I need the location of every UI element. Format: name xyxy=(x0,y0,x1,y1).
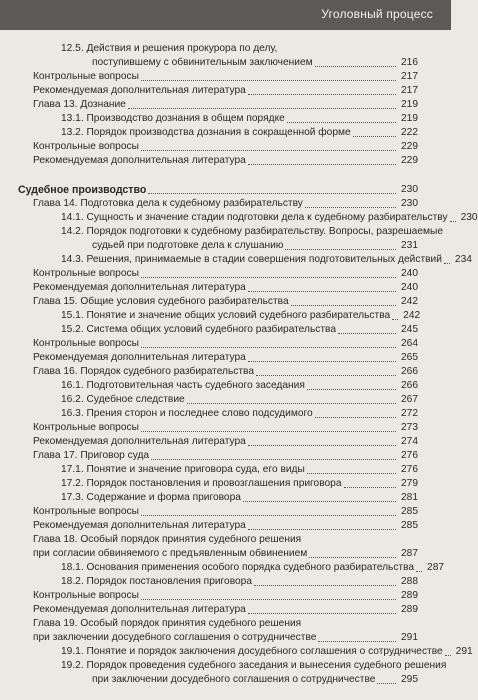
toc-entry-line: Глава 18. Особый порядок принятия судебного решения xyxy=(33,534,302,545)
toc-entry-label: Глава 14. Подготовка дела к судебному разбирательству xyxy=(33,198,303,209)
toc-entry-label: 14.1. Сущность и значение стадии подготовки дела к судебному разбирательству xyxy=(61,212,448,223)
leader-dots xyxy=(141,599,396,600)
toc-entry-line: 12.5. Действия и решения прокурора по делу, xyxy=(61,43,278,54)
toc-entry-label: Контрольные вопросы xyxy=(33,268,139,279)
toc-entry-label: Рекомендуемая дополнительная литература xyxy=(33,352,246,363)
page-number: 231 xyxy=(401,240,418,251)
page-number: 219 xyxy=(401,113,418,124)
leader-dots xyxy=(353,136,396,137)
toc-entry-label: 15.1. Понятие и значение общих условий судебного разбирательства xyxy=(61,310,391,321)
toc-entry xyxy=(33,547,418,561)
page-number: 222 xyxy=(401,127,418,138)
toc-entry-label: 17.3. Содержание и форма приговора xyxy=(61,492,241,503)
leader-dots xyxy=(248,291,396,292)
leader-dots xyxy=(248,164,396,165)
page-number: 266 xyxy=(401,366,418,377)
leader-dots xyxy=(377,683,396,684)
leader-dots xyxy=(309,557,396,558)
toc-entry-label: судьей при подготовке дела к слушанию xyxy=(92,240,284,251)
running-header xyxy=(0,0,451,30)
page-number: 229 xyxy=(401,141,418,152)
page-number: 267 xyxy=(401,394,418,405)
page-number: 285 xyxy=(401,520,418,531)
leader-dots xyxy=(248,529,396,530)
page-number: 242 xyxy=(401,296,418,307)
toc-entry-label: при заключении досудебного соглашения о сотрудничестве xyxy=(33,632,317,643)
page-number: 230 xyxy=(460,212,478,223)
toc-entry xyxy=(33,603,418,617)
section-title: Судебное производство xyxy=(18,184,147,196)
page-number: 230 xyxy=(401,198,418,209)
toc-entry xyxy=(33,98,418,112)
leader-dots xyxy=(254,585,396,586)
page-number: 274 xyxy=(401,436,418,447)
page-number: 276 xyxy=(401,464,418,475)
toc-entry xyxy=(33,519,418,533)
toc-entry xyxy=(33,154,418,168)
toc-entry-label: Рекомендуемая дополнительная литература xyxy=(33,282,246,293)
toc-entry xyxy=(61,561,445,575)
page-number: 291 xyxy=(455,646,473,657)
leader-dots xyxy=(141,515,396,516)
toc-entry-label: Контрольные вопросы xyxy=(33,422,139,433)
toc-entry-label: Рекомендуемая дополнительная литература xyxy=(33,520,246,531)
page-number: 281 xyxy=(401,492,418,503)
page-number: 266 xyxy=(401,380,418,391)
toc-entry-label: 17.2. Порядок постановления и провозглашения приговора xyxy=(61,478,342,489)
toc-entry-label: 18.1. Основания применения особого порядка судебного разбирательства xyxy=(61,562,415,573)
leader-dots xyxy=(248,445,396,446)
page-number: 217 xyxy=(401,85,418,96)
toc-entry xyxy=(61,323,418,337)
toc-entry xyxy=(92,673,418,687)
page-number: 285 xyxy=(401,506,418,517)
leader-dots xyxy=(315,66,396,67)
toc-entry xyxy=(33,449,418,463)
leader-dots xyxy=(318,641,396,642)
toc-entry-label: поступившему с обвинительным заключением xyxy=(92,57,313,68)
leader-dots xyxy=(287,122,396,123)
toc-entry-label: при согласии обвиняемого с предъявленным обвинением xyxy=(33,548,308,559)
toc-entry-label: Контрольные вопросы xyxy=(33,506,139,517)
toc-entry-label: Рекомендуемая дополнительная литература xyxy=(33,436,246,447)
leader-dots xyxy=(141,347,396,348)
toc-entry xyxy=(33,84,418,98)
toc-entry-label: 14.3. Решения, принимаемые в стадии совершения подготовительных действий xyxy=(61,254,442,265)
page-number: 216 xyxy=(401,57,418,68)
leader-dots xyxy=(392,319,398,320)
toc-entry-label: Контрольные вопросы xyxy=(33,338,139,349)
page-number: 291 xyxy=(401,632,418,643)
toc-entry xyxy=(33,505,418,519)
leader-dots xyxy=(307,473,396,474)
page-number: 273 xyxy=(401,422,418,433)
toc-entry xyxy=(61,393,418,407)
leader-dots xyxy=(248,361,396,362)
toc-entry-label: Глава 17. Приговор суда xyxy=(33,450,150,461)
leader-dots xyxy=(315,417,396,418)
page-number: 219 xyxy=(401,99,418,110)
toc-entry xyxy=(33,589,418,603)
toc-entry-label: 17.1. Понятие и значение приговора суда, его виды xyxy=(61,464,305,475)
leader-dots xyxy=(305,207,396,208)
page-number: 242 xyxy=(403,310,421,321)
page-number: 229 xyxy=(401,155,418,166)
toc-entry xyxy=(33,197,418,211)
page-number: 240 xyxy=(401,268,418,279)
leader-dots xyxy=(248,613,396,614)
page-number: 288 xyxy=(401,576,418,587)
toc-entry xyxy=(33,70,418,84)
toc-entry-label: Рекомендуемая дополнительная литература xyxy=(33,155,246,166)
toc-entry-label: Контрольные вопросы xyxy=(33,71,139,82)
toc-entry xyxy=(61,211,478,225)
leader-dots xyxy=(141,80,396,81)
leader-dots xyxy=(141,150,396,151)
toc-entry xyxy=(33,365,418,379)
toc-entry xyxy=(92,56,418,70)
toc-entry-label: Глава 16. Порядок судебного разбирательства xyxy=(33,366,255,377)
leader-dots xyxy=(151,459,396,460)
page-number: 272 xyxy=(401,408,418,419)
leader-dots xyxy=(285,249,396,250)
toc-entry xyxy=(61,126,418,140)
page-number: 287 xyxy=(401,548,418,559)
page-number: 245 xyxy=(401,324,418,335)
page-number: 279 xyxy=(401,478,418,489)
toc-entry xyxy=(61,253,472,267)
page-number: 295 xyxy=(401,674,418,685)
toc-entry xyxy=(33,281,418,295)
toc-entry-label: 16.3. Прения сторон и последнее слово подсудимого xyxy=(61,408,313,419)
page-number: 240 xyxy=(401,282,418,293)
toc-entry-label: 16.1. Подготовительная часть судебного заседания xyxy=(61,380,305,391)
leader-dots xyxy=(450,221,456,222)
page-number: 264 xyxy=(401,338,418,349)
page-number: 289 xyxy=(401,590,418,601)
toc-entry xyxy=(92,239,418,253)
leader-dots xyxy=(307,389,396,390)
toc-entry-line: 14.2. Порядок подготовки к судебному разбирательству. Вопросы, разрешаемые xyxy=(61,226,444,237)
leader-dots xyxy=(344,487,397,488)
leader-dots xyxy=(248,94,396,95)
toc-entry-label: 15.2. Система общих условий судебного разбирательства xyxy=(61,324,336,335)
toc-entry-label: Контрольные вопросы xyxy=(33,141,139,152)
toc-entry-label: 16.2. Судебное следствие xyxy=(61,394,185,405)
toc-entry-label: Рекомендуемая дополнительная литература xyxy=(33,85,246,96)
toc-entry xyxy=(33,351,418,365)
leader-dots xyxy=(128,108,396,109)
leader-dots xyxy=(416,571,422,572)
page-number: 265 xyxy=(401,352,418,363)
toc-entry xyxy=(61,112,418,126)
toc-entry xyxy=(33,631,418,645)
page-number: 230 xyxy=(401,184,418,195)
leader-dots xyxy=(148,193,396,194)
toc-entry-label: 18.2. Порядок постановления приговора xyxy=(61,576,253,587)
page-number: 289 xyxy=(401,604,418,615)
leader-dots xyxy=(256,375,396,376)
leader-dots xyxy=(141,277,396,278)
toc-entry xyxy=(61,477,418,491)
toc-entry xyxy=(61,575,418,589)
toc-entry xyxy=(33,267,418,281)
toc-entry-label: Глава 15. Общие условия судебного разбирательства xyxy=(33,296,289,307)
leader-dots xyxy=(243,501,396,502)
toc-entry-label: 19.1. Понятие и порядок заключения досудебного соглашения о сотрудничестве xyxy=(61,646,443,657)
toc-entry xyxy=(61,379,418,393)
leader-dots xyxy=(141,431,396,432)
toc-entry-label: при заключении досудебного соглашения о сотрудничестве xyxy=(92,674,376,685)
toc-entry xyxy=(61,309,421,323)
page-number: 287 xyxy=(427,562,445,573)
toc-entry xyxy=(33,421,418,435)
toc-entry-label: Контрольные вопросы xyxy=(33,590,139,601)
toc-entry-label: Рекомендуемая дополнительная литература xyxy=(33,604,246,615)
toc-entry-line: Глава 19. Особый порядок принятия судебного решения xyxy=(33,618,302,629)
toc-entry xyxy=(33,435,418,449)
toc-entry xyxy=(61,491,418,505)
leader-dots xyxy=(291,305,396,306)
toc-entry xyxy=(61,463,418,477)
running-header-title: Уголовный процесс xyxy=(321,7,433,21)
page-number: 276 xyxy=(401,450,418,461)
toc-entry-label: 13.1. Производство дознания в общем порядке xyxy=(61,113,285,124)
toc-entry xyxy=(18,183,418,197)
toc-entry xyxy=(61,645,473,659)
page-number: 234 xyxy=(454,254,472,265)
leader-dots xyxy=(187,403,396,404)
toc-entry xyxy=(61,407,418,421)
page-number: 217 xyxy=(401,71,418,82)
toc-entry xyxy=(33,337,418,351)
toc-entry-line: 19.2. Порядок проведения судебного заседания и вынесения судебного решения xyxy=(61,660,447,671)
leader-dots xyxy=(445,655,451,656)
toc-entry xyxy=(33,295,418,309)
leader-dots xyxy=(444,263,450,264)
toc-entry-label: 13.2. Порядок производства дознания в сокращенной форме xyxy=(61,127,351,138)
leader-dots xyxy=(338,333,396,334)
toc-entry xyxy=(33,140,418,154)
toc-entry-label: Глава 13. Дознание xyxy=(33,99,126,110)
